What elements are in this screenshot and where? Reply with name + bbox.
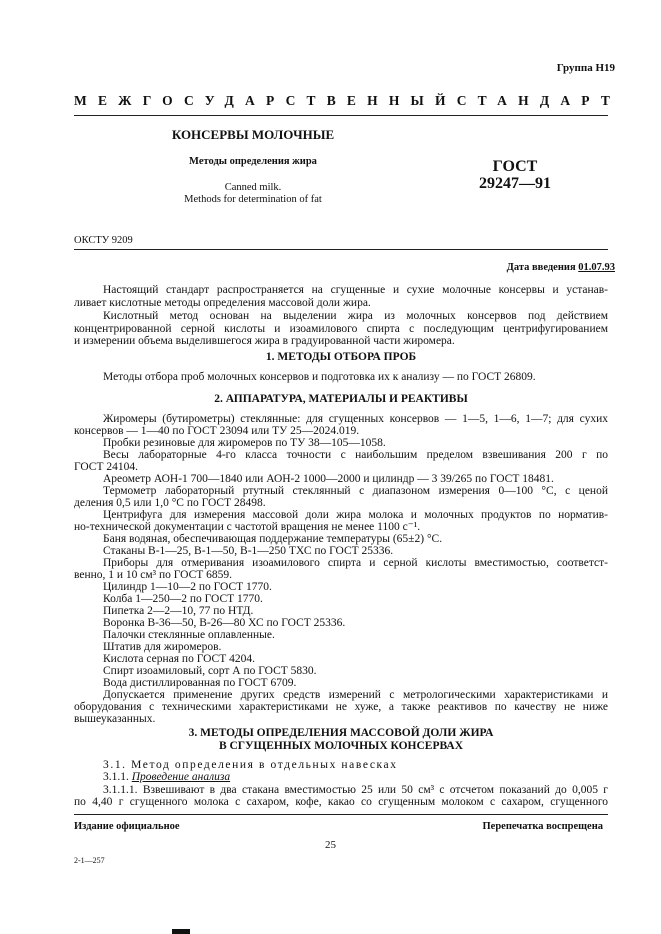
equipment-line: ГОСТ 24104.	[74, 461, 139, 473]
banner-word-standard: СТАНДАРТ	[456, 93, 622, 108]
section-heading-1: 1. МЕТОДЫ ОТБОРА ПРОБ	[265, 351, 417, 363]
paragraph-line: Настоящий стандарт распространяется на сгущенные и сухие молочные консервы и устанав-	[103, 284, 608, 296]
scan-mark	[172, 929, 190, 934]
gost-label: ГОСТ	[492, 158, 538, 175]
okstu-rule	[74, 249, 608, 250]
english-title-line1: Canned milk.	[224, 182, 282, 193]
print-code: 2-1—257	[74, 856, 105, 865]
okstu-code: ОКСТУ 9209	[74, 235, 133, 246]
equipment-line: деления 0,5 или 1,0 °С по ГОСТ 28498.	[74, 497, 266, 509]
intro-date-label: Дата введения	[506, 262, 576, 273]
banner-word-interstate: МЕЖГОСУДАРСТВЕННЫЙ	[74, 93, 457, 108]
section-heading-3-line2: В СГУЩЕННЫХ МОЛОЧНЫХ КОНСЕРВАХ	[218, 740, 464, 752]
paragraph-line: и измерении объема выделившегося жира в градуированной части жиромера.	[74, 335, 455, 347]
subsection-3-1-1-title: Проведение анализа	[131, 771, 231, 783]
paragraph-line: Методы отбора проб молочных консервов и подготовка их к анализу — по ГОСТ 26809.	[103, 371, 536, 383]
equipment-line: Весы лабораторные 4-го класса точности с наибольшим пределом взвешивания 200 г по	[103, 449, 608, 461]
document-subtitle: Методы определения жира	[189, 156, 317, 167]
equipment-line: венно, 1 и 10 см³ по ГОСТ 6859.	[74, 569, 233, 581]
page-number: 25	[325, 839, 336, 851]
reprint-prohibited: Перепечатка воспрещена	[482, 821, 603, 832]
paragraph-line: 3.1.1.1. Взвешивают в два стакана вместимостью 25 или 50 см³ с отсчетом показаний до 0,005 г	[103, 784, 608, 796]
document-title: КОНСЕРВЫ МОЛОЧНЫЕ	[171, 127, 335, 142]
equipment-line: Пробки резиновые для жиромеров по ТУ 38—105—1058.	[103, 437, 386, 449]
group-code: Группа Н19	[556, 62, 615, 74]
subsection-3-1-1-number: 3.1.1.	[103, 771, 129, 783]
header-rule	[74, 115, 608, 116]
equipment-line: Стаканы В-1—25, В-1—50, В-1—250 ТХС по ГОСТ 25336.	[103, 545, 394, 557]
equipment-line: Штатив для жиромеров.	[103, 641, 222, 653]
equipment-line: Вода дистиллированная по ГОСТ 6709.	[103, 677, 297, 689]
subsection-3-1-1	[103, 771, 608, 783]
equipment-line: но-технической документации с частотой вращения не менее 1100 с⁻¹.	[74, 521, 421, 533]
equipment-line: Центрифуга для измерения массовой доли жира молока и молочных продуктов по норматив-	[103, 509, 608, 521]
section-heading-2: 2. АППАРАТУРА, МАТЕРИАЛЫ И РЕАКТИВЫ	[214, 393, 468, 405]
equipment-line: Колба 1—250—2 по ГОСТ 1770.	[103, 593, 263, 605]
equipment-line: Приборы для отмеривания изоамилового спирта и серной кислоты вместимостью, соответст-	[103, 557, 608, 569]
footer-rule	[74, 814, 608, 815]
section-heading-3-line1: 3. МЕТОДЫ ОПРЕДЕЛЕНИЯ МАССОВОЙ ДОЛИ ЖИРА	[188, 727, 494, 739]
equipment-line: Цилиндр 1—10—2 по ГОСТ 1770.	[103, 581, 272, 593]
intro-date-value: 01.07.93	[578, 262, 615, 273]
english-title-line2: Methods for determination of fat	[184, 194, 322, 205]
equipment-line: консервов — 1—40 по ГОСТ 23094 или ТУ 25—2024.019.	[74, 425, 360, 437]
subsection-3-1: 3.1. Метод определения в отдельных навесках	[103, 759, 398, 771]
equipment-line: Спирт изоамиловый, сорт А по ГОСТ 5830.	[103, 665, 317, 677]
official-edition: Издание официальное	[74, 821, 180, 832]
equipment-line: Жиромеры (бутирометры) стеклянные: для сгущенных консервов — 1—5, 1—6, 1—7; для сухих	[103, 413, 608, 425]
equipment-line: Кислота серная по ГОСТ 4204.	[103, 653, 255, 665]
paragraph-line: Кислотный метод основан на выделении жира из молочных консервов под действием	[103, 310, 608, 322]
equipment-line: Допускается применение других средств измерений с метрологическими характеристиками и	[103, 689, 608, 701]
paragraph-line: ливает кислотные методы определения массовой доли жира.	[74, 297, 371, 309]
paragraph-line: по 4,40 г сгущенного молока с сахаром, кофе, какао со сгущенным молоком с сахаром, сгущенного	[74, 796, 608, 808]
equipment-line: оборудования с техническими характеристиками не хуже, а также реактивов по качеству не ниже	[74, 701, 608, 713]
standard-banner	[74, 93, 622, 109]
equipment-line: Ареометр АОН-1 700—1840 или АОН-2 1000—2000 и цилиндр — 3 39/265 по ГОСТ 18481.	[103, 473, 554, 485]
gost-number: 29247—91	[479, 175, 551, 192]
equipment-line: Термометр лабораторный ртутный стеклянный с диапазоном измерения 0—100 °С, с ценой	[103, 485, 608, 497]
equipment-line: Баня водяная, обеспечивающая поддержание температуры (65±2) °С.	[103, 533, 443, 545]
intro-date	[507, 262, 615, 273]
paragraph-line: концентрированной серной кислоты и изоамилового спирта с последующим центрифугированием	[74, 323, 608, 335]
equipment-line: Палочки стеклянные оплавленные.	[103, 629, 275, 641]
equipment-line: Пипетка 2—2—10, 77 по НТД.	[103, 605, 254, 617]
equipment-line: вышеуказанных.	[74, 713, 156, 725]
equipment-line: Воронка В-36—50, В-26—80 ХС по ГОСТ 25336.	[103, 617, 346, 629]
